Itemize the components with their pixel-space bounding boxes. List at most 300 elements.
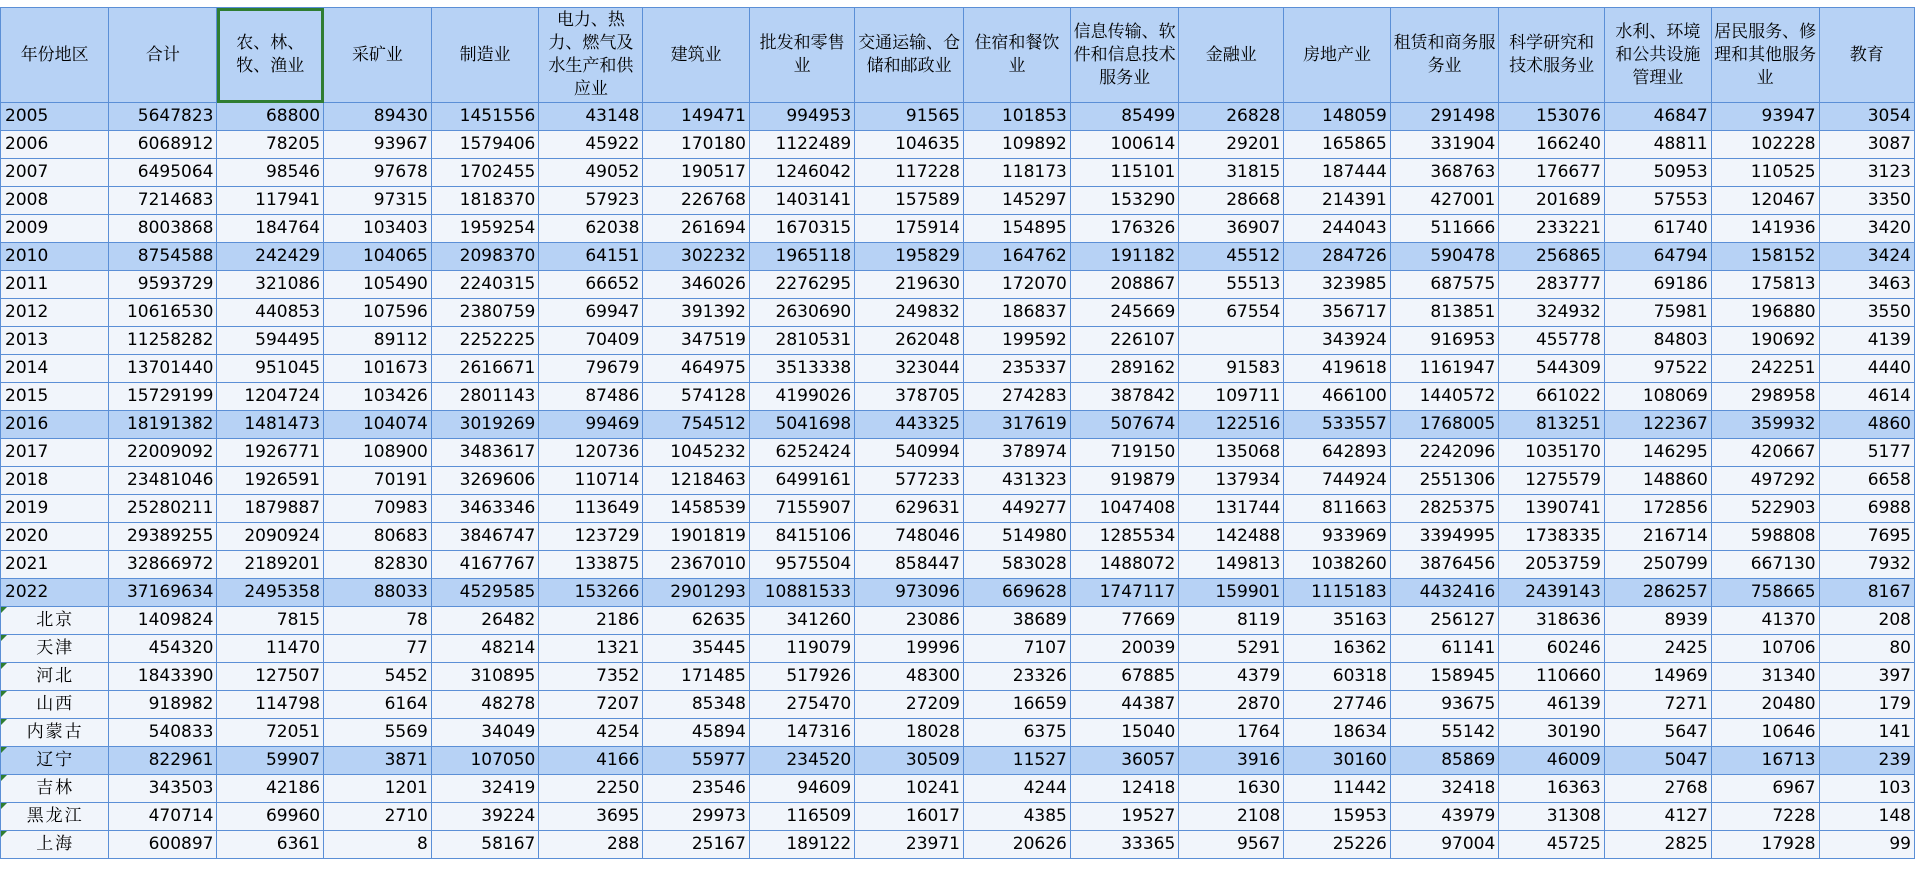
data-cell[interactable]: 4127: [1604, 803, 1711, 831]
data-cell[interactable]: 199592: [964, 327, 1071, 355]
data-cell[interactable]: 2825: [1604, 831, 1711, 859]
data-cell[interactable]: 262048: [855, 327, 964, 355]
data-cell[interactable]: 2901293: [643, 579, 750, 607]
data-cell[interactable]: 916953: [1390, 327, 1498, 355]
data-cell[interactable]: 23971: [855, 831, 964, 859]
data-cell[interactable]: 454320: [109, 635, 217, 663]
data-cell[interactable]: 104065: [324, 243, 432, 271]
data-cell[interactable]: 23546: [643, 775, 750, 803]
data-cell[interactable]: 189122: [749, 831, 854, 859]
data-cell[interactable]: 4529585: [431, 579, 539, 607]
data-cell[interactable]: 8415106: [749, 523, 854, 551]
data-cell[interactable]: 170180: [643, 131, 750, 159]
data-cell[interactable]: 291498: [1390, 103, 1498, 131]
row-label-cell[interactable]: 天津: [1, 635, 109, 663]
data-cell[interactable]: 18634: [1284, 719, 1391, 747]
column-header-cell[interactable]: 电力、热力、燃气及水生产和供应业: [539, 8, 643, 103]
data-cell[interactable]: 574128: [643, 383, 750, 411]
data-cell[interactable]: 598808: [1711, 523, 1819, 551]
data-cell[interactable]: 8119: [1179, 607, 1284, 635]
data-cell[interactable]: 172070: [964, 271, 1071, 299]
data-cell[interactable]: 93947: [1711, 103, 1819, 131]
data-cell[interactable]: 48300: [855, 663, 964, 691]
data-cell[interactable]: 1201: [324, 775, 432, 803]
data-cell[interactable]: 43148: [539, 103, 643, 131]
data-cell[interactable]: 29201: [1179, 131, 1284, 159]
data-cell[interactable]: 55142: [1390, 719, 1498, 747]
data-cell[interactable]: 103426: [324, 383, 432, 411]
data-cell[interactable]: 32418: [1390, 775, 1498, 803]
data-cell[interactable]: 137934: [1179, 467, 1284, 495]
data-cell[interactable]: 3424: [1819, 243, 1914, 271]
data-cell[interactable]: 256865: [1499, 243, 1605, 271]
data-cell[interactable]: 27209: [855, 691, 964, 719]
data-cell[interactable]: 3463: [1819, 271, 1914, 299]
data-cell[interactable]: 148: [1819, 803, 1914, 831]
data-cell[interactable]: 23086: [855, 607, 964, 635]
data-cell[interactable]: 101673: [324, 355, 432, 383]
data-cell[interactable]: 26828: [1179, 103, 1284, 131]
data-cell[interactable]: 153076: [1499, 103, 1605, 131]
data-cell[interactable]: 20039: [1070, 635, 1178, 663]
data-cell[interactable]: 35163: [1284, 607, 1391, 635]
data-cell[interactable]: 67885: [1070, 663, 1178, 691]
data-cell[interactable]: 3550: [1819, 299, 1914, 327]
data-cell[interactable]: 20480: [1711, 691, 1819, 719]
data-cell[interactable]: 46009: [1499, 747, 1605, 775]
data-cell[interactable]: 97004: [1390, 831, 1498, 859]
data-cell[interactable]: 133875: [539, 551, 643, 579]
data-cell[interactable]: 669628: [964, 579, 1071, 607]
data-cell[interactable]: 172856: [1604, 495, 1711, 523]
data-cell[interactable]: 191182: [1070, 243, 1178, 271]
data-cell[interactable]: 70983: [324, 495, 432, 523]
data-cell[interactable]: 18028: [855, 719, 964, 747]
data-cell[interactable]: 103: [1819, 775, 1914, 803]
row-label-cell[interactable]: 黑龙江: [1, 803, 109, 831]
column-header-cell[interactable]: 合计: [109, 8, 217, 103]
data-cell[interactable]: 298958: [1711, 383, 1819, 411]
data-cell[interactable]: 1122489: [749, 131, 854, 159]
data-cell[interactable]: 85348: [643, 691, 750, 719]
data-cell[interactable]: 7155907: [749, 495, 854, 523]
data-cell[interactable]: 27746: [1284, 691, 1391, 719]
data-cell[interactable]: 2367010: [643, 551, 750, 579]
data-cell[interactable]: 22009092: [109, 439, 217, 467]
data-cell[interactable]: 431323: [964, 467, 1071, 495]
column-header-cell[interactable]: 教育: [1819, 8, 1914, 103]
data-cell[interactable]: 2380759: [431, 299, 539, 327]
data-cell[interactable]: 9567: [1179, 831, 1284, 859]
data-cell[interactable]: 661022: [1499, 383, 1605, 411]
data-cell[interactable]: 123729: [539, 523, 643, 551]
data-cell[interactable]: 2870: [1179, 691, 1284, 719]
data-cell[interactable]: 3916: [1179, 747, 1284, 775]
data-cell[interactable]: 75981: [1604, 299, 1711, 327]
data-cell[interactable]: 35445: [643, 635, 750, 663]
data-cell[interactable]: 822961: [109, 747, 217, 775]
data-cell[interactable]: 1390741: [1499, 495, 1605, 523]
data-cell[interactable]: 239: [1819, 747, 1914, 775]
data-cell[interactable]: 343924: [1284, 327, 1391, 355]
data-cell[interactable]: 33365: [1070, 831, 1178, 859]
data-cell[interactable]: 514980: [964, 523, 1071, 551]
data-cell[interactable]: 4614: [1819, 383, 1914, 411]
data-cell[interactable]: 113649: [539, 495, 643, 523]
data-cell[interactable]: 46139: [1499, 691, 1605, 719]
data-cell[interactable]: 78: [324, 607, 432, 635]
data-cell[interactable]: 149813: [1179, 551, 1284, 579]
data-cell[interactable]: 226768: [643, 187, 750, 215]
data-cell[interactable]: 667130: [1711, 551, 1819, 579]
data-cell[interactable]: 464975: [643, 355, 750, 383]
data-cell[interactable]: 60318: [1284, 663, 1391, 691]
row-label-cell[interactable]: 2016: [1, 411, 109, 439]
data-cell[interactable]: 127507: [217, 663, 324, 691]
data-cell[interactable]: 245669: [1070, 299, 1178, 327]
data-cell[interactable]: 117228: [855, 159, 964, 187]
row-label-cell[interactable]: 2008: [1, 187, 109, 215]
data-cell[interactable]: 48278: [431, 691, 539, 719]
data-cell[interactable]: 427001: [1390, 187, 1498, 215]
row-label-cell[interactable]: 2010: [1, 243, 109, 271]
data-cell[interactable]: 50953: [1604, 159, 1711, 187]
data-cell[interactable]: 522903: [1711, 495, 1819, 523]
data-cell[interactable]: 600897: [109, 831, 217, 859]
data-cell[interactable]: 190517: [643, 159, 750, 187]
data-cell[interactable]: 7228: [1711, 803, 1819, 831]
data-cell[interactable]: 175813: [1711, 271, 1819, 299]
data-cell[interactable]: 1218463: [643, 467, 750, 495]
data-cell[interactable]: 31340: [1711, 663, 1819, 691]
column-header-cell[interactable]: 住宿和餐饮业: [964, 8, 1071, 103]
data-cell[interactable]: 324932: [1499, 299, 1605, 327]
data-cell[interactable]: 1747117: [1070, 579, 1178, 607]
row-label-cell[interactable]: 上海: [1, 831, 109, 859]
row-label-cell[interactable]: 2005: [1, 103, 109, 131]
data-cell[interactable]: 15040: [1070, 719, 1178, 747]
data-cell[interactable]: 120467: [1711, 187, 1819, 215]
data-cell[interactable]: 7352: [539, 663, 643, 691]
data-cell[interactable]: 5041698: [749, 411, 854, 439]
data-cell[interactable]: 5647: [1604, 719, 1711, 747]
data-cell[interactable]: 158152: [1711, 243, 1819, 271]
data-cell[interactable]: 1579406: [431, 131, 539, 159]
data-cell[interactable]: 196880: [1711, 299, 1819, 327]
data-cell[interactable]: 1246042: [749, 159, 854, 187]
data-cell[interactable]: 122367: [1604, 411, 1711, 439]
data-cell[interactable]: 117941: [217, 187, 324, 215]
data-cell[interactable]: 110525: [1711, 159, 1819, 187]
data-cell[interactable]: 20626: [964, 831, 1071, 859]
data-cell[interactable]: 577233: [855, 467, 964, 495]
data-cell[interactable]: 201689: [1499, 187, 1605, 215]
data-cell[interactable]: 2616671: [431, 355, 539, 383]
data-cell[interactable]: 1959254: [431, 215, 539, 243]
data-cell[interactable]: 470714: [109, 803, 217, 831]
data-cell[interactable]: 629631: [855, 495, 964, 523]
data-cell[interactable]: 5647823: [109, 103, 217, 131]
row-label-cell[interactable]: 2019: [1, 495, 109, 523]
data-cell[interactable]: 15953: [1284, 803, 1391, 831]
data-cell[interactable]: 2810531: [749, 327, 854, 355]
data-cell[interactable]: 918982: [109, 691, 217, 719]
data-cell[interactable]: 69186: [1604, 271, 1711, 299]
data-cell[interactable]: 2551306: [1390, 467, 1498, 495]
data-cell[interactable]: 2425: [1604, 635, 1711, 663]
data-cell[interactable]: 4244: [964, 775, 1071, 803]
data-cell[interactable]: 3846747: [431, 523, 539, 551]
data-cell[interactable]: 1926591: [217, 467, 324, 495]
data-cell[interactable]: 378705: [855, 383, 964, 411]
row-label-cell[interactable]: 辽宁: [1, 747, 109, 775]
data-cell[interactable]: 108069: [1604, 383, 1711, 411]
data-cell[interactable]: 36057: [1070, 747, 1178, 775]
data-cell[interactable]: 15729199: [109, 383, 217, 411]
data-cell[interactable]: 6495064: [109, 159, 217, 187]
column-header-cell[interactable]: 交通运输、仓储和邮政业: [855, 8, 964, 103]
column-header-cell[interactable]: 农、林、牧、渔业: [217, 8, 324, 103]
data-cell[interactable]: 176326: [1070, 215, 1178, 243]
data-cell[interactable]: 19996: [855, 635, 964, 663]
column-header-cell[interactable]: 制造业: [431, 8, 539, 103]
data-cell[interactable]: 368763: [1390, 159, 1498, 187]
data-cell[interactable]: 2186: [539, 607, 643, 635]
data-cell[interactable]: 32866972: [109, 551, 217, 579]
data-cell[interactable]: 310895: [431, 663, 539, 691]
data-cell[interactable]: 153266: [539, 579, 643, 607]
data-cell[interactable]: 7107: [964, 635, 1071, 663]
data-cell[interactable]: 72051: [217, 719, 324, 747]
data-cell[interactable]: 153290: [1070, 187, 1178, 215]
data-cell[interactable]: 3350: [1819, 187, 1914, 215]
data-cell[interactable]: 1035170: [1499, 439, 1605, 467]
data-cell[interactable]: 30160: [1284, 747, 1391, 775]
data-cell[interactable]: 6375: [964, 719, 1071, 747]
column-header-cell[interactable]: 信息传输、软件和信息技术服务业: [1070, 8, 1178, 103]
data-cell[interactable]: 2098370: [431, 243, 539, 271]
data-cell[interactable]: 6967: [1711, 775, 1819, 803]
data-cell[interactable]: 933969: [1284, 523, 1391, 551]
data-cell[interactable]: 813851: [1390, 299, 1498, 327]
column-header-cell[interactable]: 批发和零售业: [749, 8, 854, 103]
data-cell[interactable]: 11258282: [109, 327, 217, 355]
data-cell[interactable]: 5291: [1179, 635, 1284, 663]
data-cell[interactable]: 7271: [1604, 691, 1711, 719]
data-cell[interactable]: 97522: [1604, 355, 1711, 383]
data-cell[interactable]: 2242096: [1390, 439, 1498, 467]
row-label-cell[interactable]: 内蒙古: [1, 719, 109, 747]
data-cell[interactable]: 154895: [964, 215, 1071, 243]
data-cell[interactable]: 858447: [855, 551, 964, 579]
data-cell[interactable]: 10646: [1711, 719, 1819, 747]
data-cell[interactable]: 55977: [643, 747, 750, 775]
row-label-cell[interactable]: 2014: [1, 355, 109, 383]
data-cell[interactable]: 107050: [431, 747, 539, 775]
data-cell[interactable]: 184764: [217, 215, 324, 243]
data-cell[interactable]: 397: [1819, 663, 1914, 691]
data-cell[interactable]: 6164: [324, 691, 432, 719]
data-cell[interactable]: 4139: [1819, 327, 1914, 355]
data-cell[interactable]: 44387: [1070, 691, 1178, 719]
data-cell[interactable]: 110714: [539, 467, 643, 495]
data-cell[interactable]: 45894: [643, 719, 750, 747]
data-cell[interactable]: 1901819: [643, 523, 750, 551]
data-cell[interactable]: 754512: [643, 411, 750, 439]
data-cell[interactable]: 1488072: [1070, 551, 1178, 579]
data-cell[interactable]: 104074: [324, 411, 432, 439]
data-cell[interactable]: 343503: [109, 775, 217, 803]
data-cell[interactable]: 1738335: [1499, 523, 1605, 551]
data-cell[interactable]: 34049: [431, 719, 539, 747]
data-cell[interactable]: 11527: [964, 747, 1071, 775]
data-cell[interactable]: 98546: [217, 159, 324, 187]
data-cell[interactable]: 9593729: [109, 271, 217, 299]
data-cell[interactable]: 387842: [1070, 383, 1178, 411]
data-cell[interactable]: 61740: [1604, 215, 1711, 243]
data-cell[interactable]: 171485: [643, 663, 750, 691]
data-cell[interactable]: 30509: [855, 747, 964, 775]
row-label-cell[interactable]: 2013: [1, 327, 109, 355]
data-cell[interactable]: 108900: [324, 439, 432, 467]
data-cell[interactable]: 85499: [1070, 103, 1178, 131]
data-cell[interactable]: 48811: [1604, 131, 1711, 159]
data-cell[interactable]: 88033: [324, 579, 432, 607]
data-cell[interactable]: 321086: [217, 271, 324, 299]
data-cell[interactable]: 2252225: [431, 327, 539, 355]
data-cell[interactable]: 1440572: [1390, 383, 1498, 411]
data-cell[interactable]: 61141: [1390, 635, 1498, 663]
data-cell[interactable]: 3483617: [431, 439, 539, 467]
data-cell[interactable]: 80683: [324, 523, 432, 551]
row-label-cell[interactable]: 2021: [1, 551, 109, 579]
data-cell[interactable]: 41370: [1711, 607, 1819, 635]
data-cell[interactable]: 55513: [1179, 271, 1284, 299]
data-cell[interactable]: 1047408: [1070, 495, 1178, 523]
data-cell[interactable]: 42186: [217, 775, 324, 803]
data-cell[interactable]: 45725: [1499, 831, 1605, 859]
data-cell[interactable]: 226107: [1070, 327, 1178, 355]
data-cell[interactable]: 4432416: [1390, 579, 1498, 607]
data-cell[interactable]: 46847: [1604, 103, 1711, 131]
data-cell[interactable]: 70409: [539, 327, 643, 355]
data-cell[interactable]: 99469: [539, 411, 643, 439]
data-cell[interactable]: 91565: [855, 103, 964, 131]
data-cell[interactable]: 7815: [217, 607, 324, 635]
data-cell[interactable]: 687575: [1390, 271, 1498, 299]
data-cell[interactable]: 275470: [749, 691, 854, 719]
data-cell[interactable]: 2276295: [749, 271, 854, 299]
data-cell[interactable]: 8754588: [109, 243, 217, 271]
row-label-cell[interactable]: 2006: [1, 131, 109, 159]
data-cell[interactable]: 118173: [964, 159, 1071, 187]
data-cell[interactable]: 109892: [964, 131, 1071, 159]
data-cell[interactable]: 1702455: [431, 159, 539, 187]
data-cell[interactable]: 179: [1819, 691, 1914, 719]
data-cell[interactable]: 45922: [539, 131, 643, 159]
data-cell[interactable]: 103403: [324, 215, 432, 243]
data-cell[interactable]: 190692: [1711, 327, 1819, 355]
data-cell[interactable]: 85869: [1390, 747, 1498, 775]
data-cell[interactable]: 12418: [1070, 775, 1178, 803]
data-cell[interactable]: 135068: [1179, 439, 1284, 467]
data-cell[interactable]: 318636: [1499, 607, 1605, 635]
data-cell[interactable]: 149471: [643, 103, 750, 131]
data-cell[interactable]: 4167767: [431, 551, 539, 579]
data-cell[interactable]: 16659: [964, 691, 1071, 719]
data-cell[interactable]: 1115183: [1284, 579, 1391, 607]
data-cell[interactable]: 32419: [431, 775, 539, 803]
data-cell[interactable]: 23326: [964, 663, 1071, 691]
data-cell[interactable]: 443325: [855, 411, 964, 439]
data-cell[interactable]: 594495: [217, 327, 324, 355]
data-cell[interactable]: 8939: [1604, 607, 1711, 635]
data-cell[interactable]: 4254: [539, 719, 643, 747]
data-cell[interactable]: 8003868: [109, 215, 217, 243]
row-label-cell[interactable]: 2011: [1, 271, 109, 299]
data-cell[interactable]: 94609: [749, 775, 854, 803]
data-cell[interactable]: 11470: [217, 635, 324, 663]
data-cell[interactable]: 105490: [324, 271, 432, 299]
data-cell[interactable]: 89430: [324, 103, 432, 131]
data-cell[interactable]: 250799: [1604, 551, 1711, 579]
data-cell[interactable]: 583028: [964, 551, 1071, 579]
data-cell[interactable]: 466100: [1284, 383, 1391, 411]
data-cell[interactable]: 3876456: [1390, 551, 1498, 579]
data-cell[interactable]: 4440: [1819, 355, 1914, 383]
data-cell[interactable]: 4166: [539, 747, 643, 775]
data-cell[interactable]: 2801143: [431, 383, 539, 411]
data-cell[interactable]: 26482: [431, 607, 539, 635]
data-cell[interactable]: 120736: [539, 439, 643, 467]
data-cell[interactable]: 216714: [1604, 523, 1711, 551]
data-cell[interactable]: 1409824: [109, 607, 217, 635]
data-cell[interactable]: 64794: [1604, 243, 1711, 271]
data-cell[interactable]: 89112: [324, 327, 432, 355]
data-cell[interactable]: 233221: [1499, 215, 1605, 243]
data-cell[interactable]: 10616530: [109, 299, 217, 327]
data-cell[interactable]: 208: [1819, 607, 1914, 635]
data-cell[interactable]: 166240: [1499, 131, 1605, 159]
data-cell[interactable]: 7214683: [109, 187, 217, 215]
data-cell[interactable]: 642893: [1284, 439, 1391, 467]
data-cell[interactable]: 813251: [1499, 411, 1605, 439]
data-cell[interactable]: 1275579: [1499, 467, 1605, 495]
data-cell[interactable]: 10241: [855, 775, 964, 803]
data-cell[interactable]: 5569: [324, 719, 432, 747]
data-cell[interactable]: 25226: [1284, 831, 1391, 859]
data-cell[interactable]: 87486: [539, 383, 643, 411]
data-cell[interactable]: 119079: [749, 635, 854, 663]
data-cell[interactable]: 219630: [855, 271, 964, 299]
data-cell[interactable]: 274283: [964, 383, 1071, 411]
data-cell[interactable]: 5047: [1604, 747, 1711, 775]
data-cell[interactable]: 5452: [324, 663, 432, 691]
data-cell[interactable]: 2189201: [217, 551, 324, 579]
row-label-cell[interactable]: 2007: [1, 159, 109, 187]
data-cell[interactable]: 187444: [1284, 159, 1391, 187]
column-header-cell[interactable]: 建筑业: [643, 8, 750, 103]
data-cell[interactable]: 2439143: [1499, 579, 1605, 607]
data-cell[interactable]: 13701440: [109, 355, 217, 383]
row-label-cell[interactable]: 山西: [1, 691, 109, 719]
data-cell[interactable]: 109711: [1179, 383, 1284, 411]
data-cell[interactable]: 157589: [855, 187, 964, 215]
data-cell[interactable]: 100614: [1070, 131, 1178, 159]
data-cell[interactable]: 36907: [1179, 215, 1284, 243]
data-cell[interactable]: 60246: [1499, 635, 1605, 663]
data-cell[interactable]: 1045232: [643, 439, 750, 467]
